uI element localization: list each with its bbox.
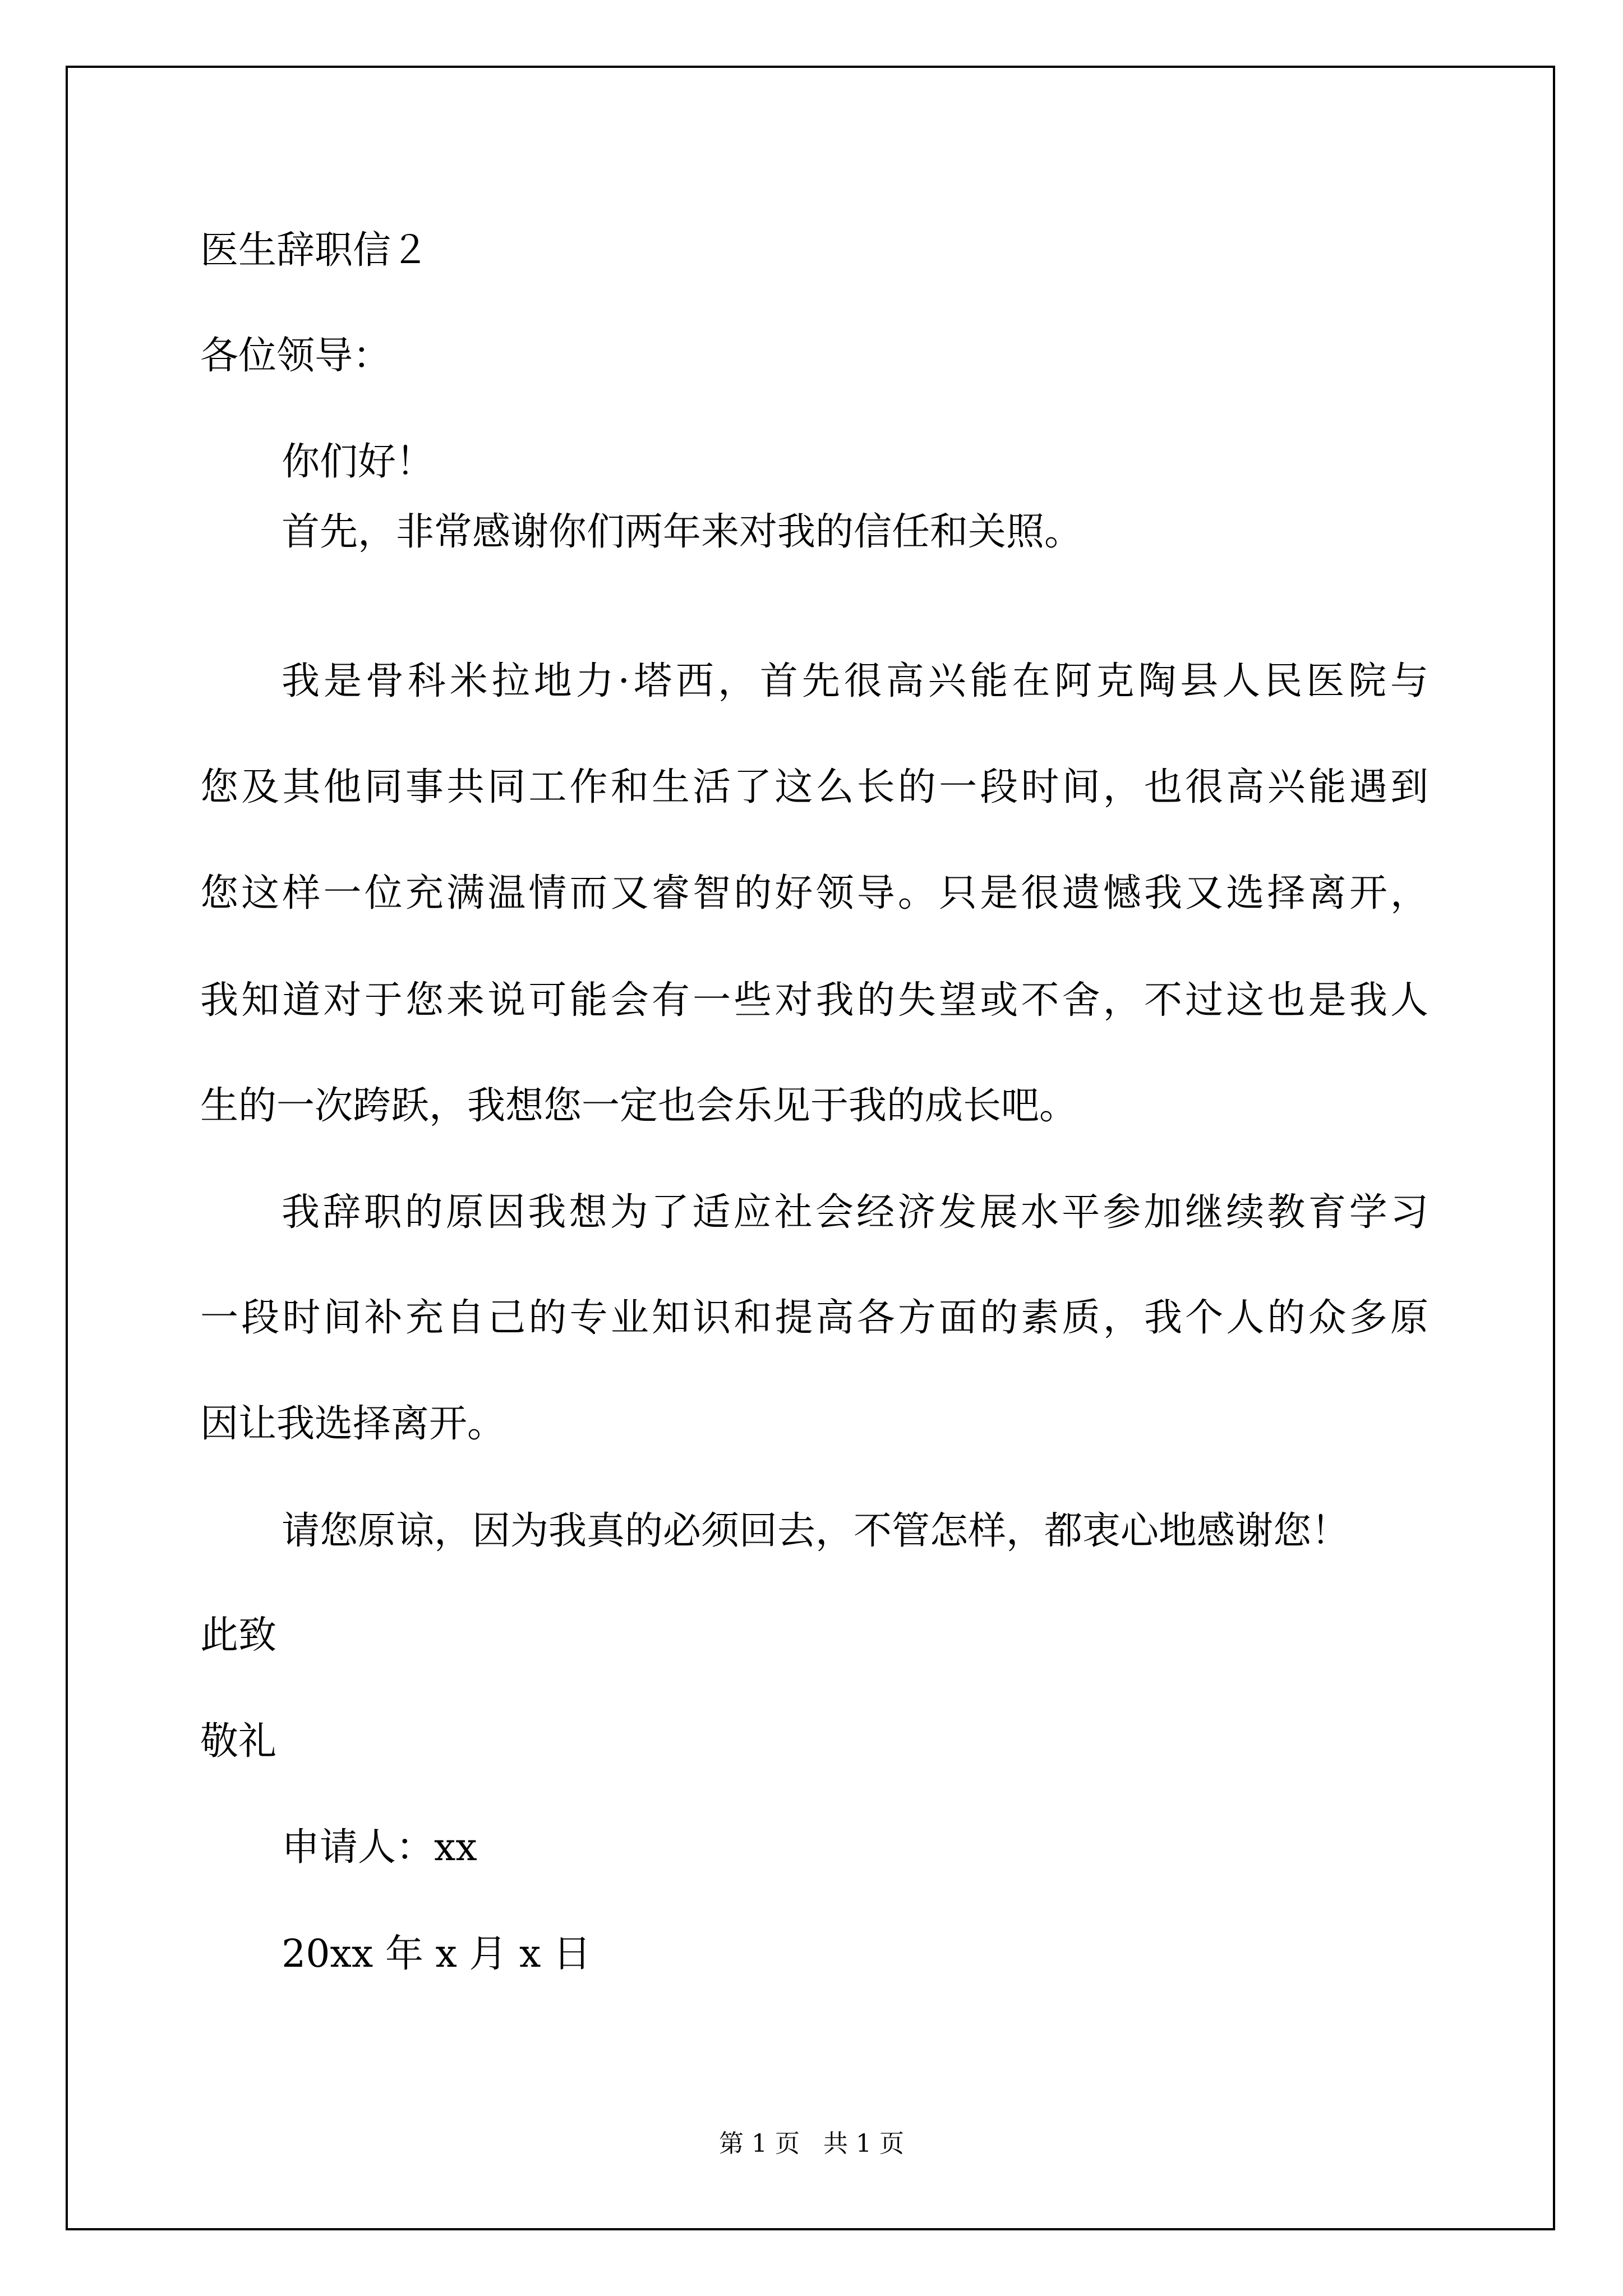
date: 20xx 年 x 月 x 日 bbox=[282, 1932, 592, 1976]
paragraph-2-line-2: 您及其他同事共同工作和生活了这么长的一段时间，也很高兴能遇到 bbox=[200, 765, 1428, 809]
page-frame bbox=[66, 66, 1555, 2230]
document-title: 医生辞职信２ bbox=[200, 228, 430, 273]
paragraph-2-line-3: 您这样一位充满温情而又睿智的好领导。只是很遗憾我又选择离开， bbox=[200, 871, 1428, 915]
paragraph-3-line-3: 因让我选择离开。 bbox=[200, 1402, 506, 1446]
page-footer: 第 1 页 共 1 页 bbox=[719, 2129, 904, 2158]
applicant: 申请人：xx bbox=[282, 1825, 477, 1870]
paragraph-3-line-2: 一段时间补充自己的专业知识和提高各方面的素质，我个人的众多原 bbox=[200, 1296, 1428, 1340]
closing-1: 此致 bbox=[200, 1613, 277, 1658]
paragraph-2-line-4: 我知道对于您来说可能会有一些对我的失望或不舍，不过这也是我人 bbox=[200, 978, 1428, 1023]
paragraph-2-line-5: 生的一次跨跃，我想您一定也会乐见于我的成长吧。 bbox=[200, 1084, 1078, 1128]
paragraph-3-line-1: 我辞职的原因我想为了适应社会经济发展水平参加继续教育学习 bbox=[282, 1190, 1428, 1235]
closing-2: 敬礼 bbox=[200, 1719, 277, 1764]
paragraph-4-line-1: 请您原谅，因为我真的必须回去，不管怎样，都衷心地感谢您！ bbox=[282, 1509, 1350, 1553]
paragraph-2-line-1: 我是骨科米拉地力·塔西，首先很高兴能在阿克陶县人民医院与 bbox=[282, 659, 1428, 703]
salutation: 各位领导： bbox=[200, 334, 391, 378]
paragraph-1-line-1: 首先，非常感谢你们两年来对我的信任和关照。 bbox=[282, 510, 1083, 554]
greeting: 你们好！ bbox=[282, 440, 435, 484]
